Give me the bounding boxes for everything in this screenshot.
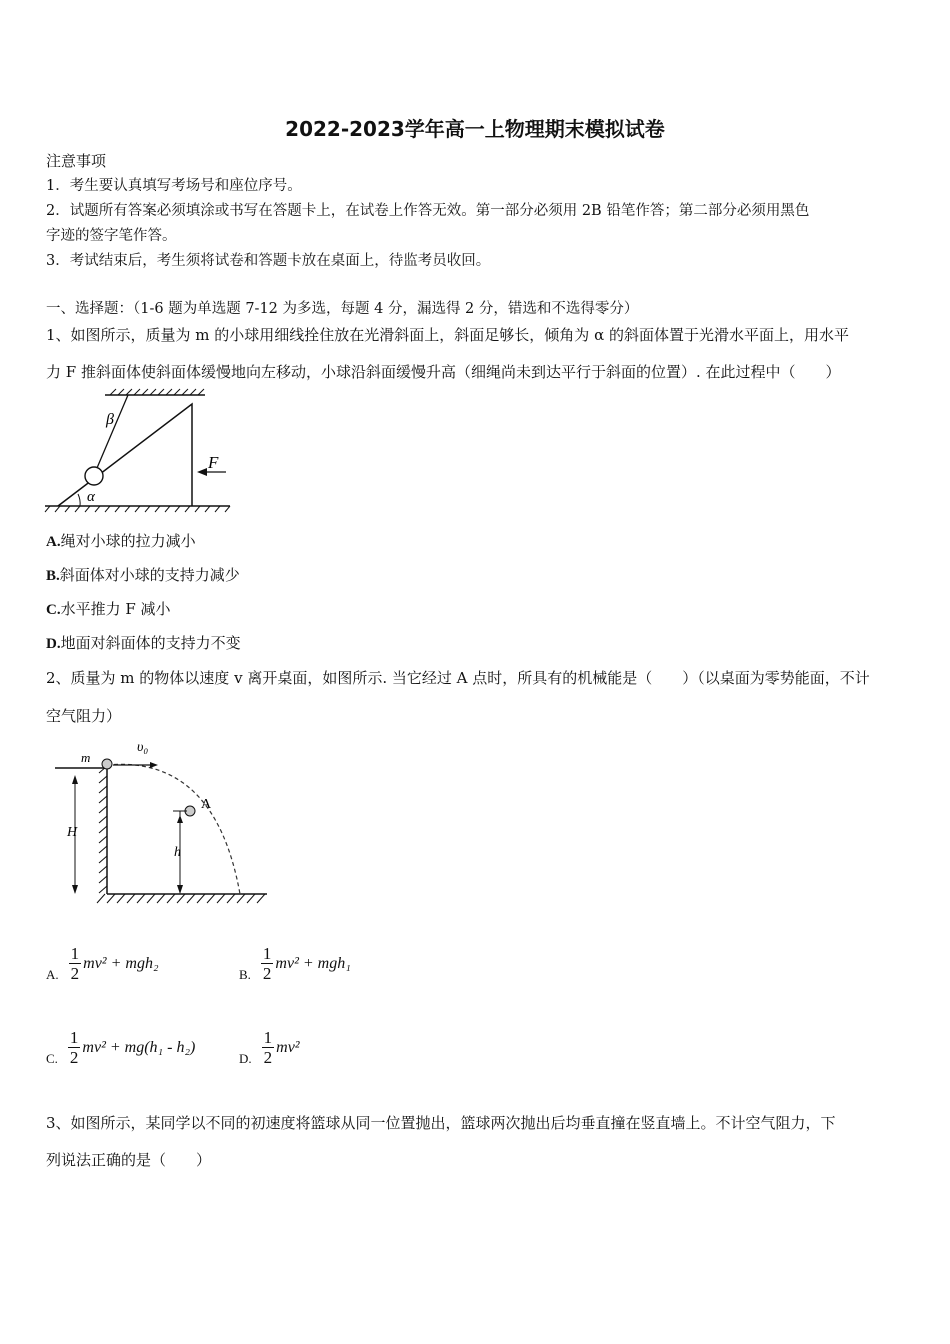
option-expression: mv²: [276, 1038, 300, 1056]
option-expression: mv² + mgh₁: [275, 954, 351, 972]
q2-text-line2: 空气阻力）: [46, 707, 122, 725]
option-text: 地面对斜面体的支持力不变: [60, 634, 241, 652]
fraction: [262, 1028, 275, 1067]
option-key: B.: [46, 568, 60, 584]
fraction-numerator: 1: [70, 944, 80, 963]
option-expression: mv² + mgh₂: [83, 954, 159, 972]
fraction: [69, 944, 82, 983]
fraction-numerator: 1: [263, 1028, 273, 1047]
q2-projectile-figure: [55, 735, 275, 915]
q2-option-c[interactable]: [46, 1028, 195, 1067]
fraction-denominator: 2: [70, 964, 80, 983]
option-key: D.: [46, 636, 61, 652]
notice-item-3: 3．考试结束后，考生须将试卷和答题卡放在桌面上，待监考员收回。: [46, 253, 491, 269]
alpha-label: α: [87, 489, 95, 505]
fraction-numerator: 1: [69, 1028, 79, 1047]
height-h-small-label: h: [174, 845, 181, 860]
fraction-denominator: 2: [262, 964, 272, 983]
mass-label: m: [81, 750, 91, 765]
option-key: A.: [46, 534, 61, 550]
force-label: F: [208, 453, 219, 472]
fraction-denominator: 2: [263, 1048, 273, 1067]
q1-option-c[interactable]: [46, 599, 171, 620]
q3-text-line2: 列说法正确的是（ ）: [46, 1151, 212, 1169]
q2-option-d[interactable]: [239, 1028, 300, 1067]
q1-option-d[interactable]: [46, 633, 241, 654]
q3-text-line1: 3、如图所示，某同学以不同的初速度将篮球从同一位置抛出，篮球两次抛出后均垂直撞在竖直墙上。不计空气阻力，下: [46, 1114, 836, 1132]
option-key: C.: [46, 602, 61, 618]
q1-option-b[interactable]: [46, 565, 240, 586]
velocity-label: υ₀: [137, 740, 149, 755]
q1-incline-figure: [40, 388, 240, 518]
q1-text-line1: 1、如图所示，质量为 m 的小球用细线拴住放在光滑斜面上，斜面足够长，倾角为 α 的斜面体置于光滑水平面上，用水平: [46, 326, 849, 344]
q2-text-line1: 2、质量为 m 的物体以速度 v 离开桌面，如图所示. 当它经过 A 点时，所具有的机械能是（ ）（以桌面为零势能面，不计: [46, 669, 870, 687]
notice-item-1: 1．考生要认真填写考场号和座位序号。: [46, 178, 302, 194]
q2-option-a[interactable]: [46, 944, 159, 983]
option-key: A.: [46, 966, 59, 982]
option-text: 绳对小球的拉力减小: [60, 532, 196, 550]
point-a-label: A: [201, 797, 212, 812]
notice-item-2-cont: 字迹的签字笔作答。: [46, 228, 177, 244]
option-text: 水平推力 F 减小: [60, 600, 171, 618]
fraction: [261, 944, 274, 983]
notice-heading: 注意事项: [46, 152, 107, 170]
fraction-numerator: 1: [262, 944, 272, 963]
notice-item-2: 2．试题所有答案必须填涂或书写在答题卡上，在试卷上作答无效。第一部分必须用 2B 铅笔作答；第二部分必须用黑色: [46, 203, 810, 219]
option-key: D.: [239, 1050, 252, 1066]
q2-option-b[interactable]: [239, 944, 351, 983]
q1-text-line2: 力 F 推斜面体使斜面体缓慢地向左移动，小球沿斜面缓慢升高（细绳尚未到达平行于斜面的位置）. 在此过程中（ ）: [46, 363, 841, 381]
option-key: B.: [239, 966, 251, 982]
option-text: 斜面体对小球的支持力减少: [59, 566, 240, 584]
section-heading: 一、选择题：（1-6 题为单选题 7-12 为多选，每题 4 分，漏选得 2 分，错选和不选得零分）: [46, 301, 639, 317]
fraction-denominator: 2: [69, 1048, 79, 1067]
beta-label: β: [106, 411, 114, 428]
q1-option-a[interactable]: [46, 531, 196, 552]
option-expression: mv² + mg(h₁ - h₂): [82, 1038, 196, 1056]
height-h-label: H: [67, 825, 78, 840]
fraction: [68, 1028, 81, 1067]
option-key: C.: [46, 1050, 58, 1066]
page-title: 2022-2023学年高一上物理期末模拟试卷: [285, 117, 665, 141]
